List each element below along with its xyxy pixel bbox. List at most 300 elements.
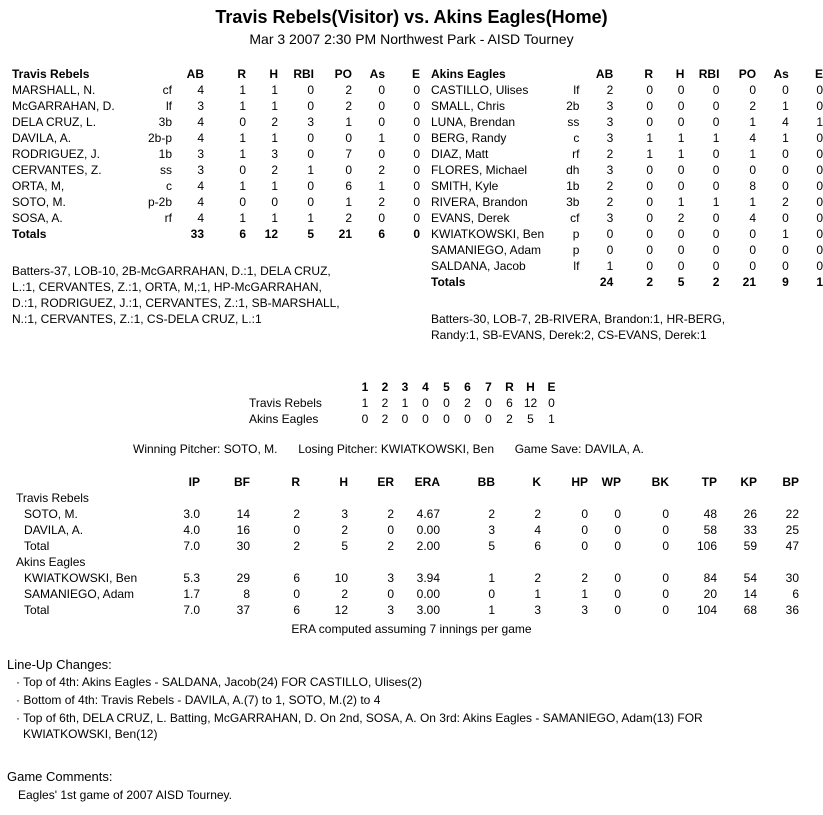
col-as: As: [773, 67, 789, 81]
batter-name: SMALL, Chris: [431, 99, 506, 113]
visitor-note-line: D.:1, RODRIGUEZ, J.:1, CERVANTES, Z.:1, SB-MARSHALL,: [12, 296, 340, 310]
batter-stat: 0: [271, 195, 278, 209]
batter-stat: 0: [782, 179, 789, 193]
pitcher-name: KWIATKOWSKI, Ben: [24, 571, 138, 585]
batter-stat: 2: [271, 163, 278, 177]
total-stat: 12: [264, 227, 278, 241]
batter-stat: 0: [816, 83, 823, 97]
pitching-stat: 5: [488, 539, 495, 553]
totals-row: [12, 226, 420, 242]
batter-stat: 1: [239, 147, 246, 161]
batter-stat: 1: [239, 211, 246, 225]
batter-stat: 2: [606, 147, 614, 161]
pitching-stat: 59: [743, 539, 757, 553]
pitching-stat: 0: [614, 571, 621, 585]
batter-stat: 0: [782, 163, 789, 177]
pitching-stat: 3: [488, 523, 495, 537]
batter-stat: 3: [606, 115, 614, 129]
pitcher-name: Total: [24, 603, 50, 617]
totals-row: [431, 274, 823, 290]
pitching-stat: 0: [581, 507, 588, 521]
game-comments-heading: Game Comments:: [7, 769, 113, 784]
line-score-row: [249, 411, 562, 427]
pitching-column-header: K: [532, 475, 541, 489]
pitching-stat: 26: [743, 507, 757, 521]
batter-stat: 0: [712, 227, 720, 241]
batter-stat: 3: [606, 131, 614, 145]
line-score-value: 0: [401, 412, 409, 426]
pitching-stat: 3: [581, 603, 588, 617]
total-stat: 5: [677, 275, 685, 289]
total-stat: 2: [646, 275, 654, 289]
pitching-stat: 33: [743, 523, 757, 537]
batter-name: BERG, Randy: [431, 131, 507, 145]
batter-stat: 1: [378, 131, 385, 145]
lineup-change-continuation: KWIATKOWSKI, Ben(12): [23, 727, 158, 741]
batter-stat: 7: [345, 147, 352, 161]
batter-stat: 2: [677, 211, 685, 225]
batter-stat: 0: [413, 163, 420, 177]
batter-position: ss: [160, 163, 172, 177]
visitor-batting-table: [12, 66, 420, 242]
pitching-stat: 7.0: [183, 603, 200, 617]
batter-stat: 1: [271, 83, 278, 97]
line-score-row: [249, 395, 562, 411]
home-note-line: Batters-30, LOB-7, 2B-RIVERA, Brandon:1, HR-BERG,: [431, 312, 726, 326]
batter-stat: 0: [712, 115, 720, 129]
pitching-stat: 3: [534, 603, 541, 617]
inning-header: 5: [443, 380, 450, 394]
batter-stat: 0: [413, 179, 420, 193]
batter-stat: 0: [677, 243, 685, 257]
batter-stat: 4: [197, 179, 204, 193]
batter-name: LUNA, Brendan: [431, 115, 516, 129]
batter-stat: 0: [646, 99, 654, 113]
batter-name: DAVILA, A.: [12, 131, 72, 145]
losing-pitcher: Losing Pitcher: KWIATKOWSKI, Ben: [298, 442, 495, 456]
batter-position: ss: [567, 115, 580, 129]
batter-stat: 4: [197, 195, 204, 209]
batter-stat: 0: [749, 83, 757, 97]
batter-stat: 0: [712, 259, 720, 273]
col-r: R: [237, 67, 246, 81]
pitcher-name: Total: [24, 539, 50, 553]
batter-stat: 1: [782, 227, 789, 241]
col-rbi: RBI: [698, 67, 720, 81]
pitching-stat: 3.00: [416, 603, 440, 617]
total-stat: 5: [307, 227, 314, 241]
line-score-value: 0: [548, 396, 555, 410]
batter-stat: 3: [606, 211, 614, 225]
col-h: H: [269, 67, 278, 81]
batter-row: [12, 114, 420, 130]
batter-stat: 2: [782, 195, 789, 209]
pitching-column-header: H: [339, 475, 348, 489]
pitching-stat: 12: [334, 603, 348, 617]
batter-stat: 4: [782, 115, 789, 129]
batter-name: SALDANA, Jacob: [431, 259, 526, 273]
batter-stat: 0: [782, 83, 789, 97]
batter-stat: 0: [378, 115, 385, 129]
inning-header: 2: [381, 380, 389, 394]
batter-stat: 0: [782, 243, 789, 257]
batter-stat: 0: [816, 259, 823, 273]
batter-stat: 0: [782, 259, 789, 273]
pitching-stat: 2: [293, 539, 300, 553]
batter-stat: 1: [307, 163, 314, 177]
pitching-stat: 0: [581, 523, 588, 537]
pitching-stat: 14: [743, 587, 757, 601]
batter-name: DELA CRUZ, L.: [12, 115, 97, 129]
total-stat: 21: [742, 275, 757, 289]
batter-row: [12, 162, 420, 178]
batter-stat: 0: [816, 211, 823, 225]
visitor-note-line: L.:1, CERVANTES, Z.:1, ORTA, M,:1, HP-McGARRAHAN,: [12, 280, 322, 294]
batter-stat: 0: [345, 163, 352, 177]
batter-row: [431, 162, 823, 178]
game-info: Mar 3 2007 2:30 PM Northwest Park - AISD Tourney: [249, 31, 574, 47]
pitching-stat: 68: [743, 603, 757, 617]
batter-stat: 0: [606, 227, 614, 241]
line-score-team: Akins Eagles: [249, 412, 319, 426]
total-stat: 1: [816, 275, 823, 289]
line-score-team: Travis Rebels: [249, 396, 322, 410]
batter-stat: 1: [749, 147, 757, 161]
batter-stat: 0: [239, 195, 246, 209]
pitching-team-name: Akins Eagles: [16, 555, 86, 569]
line-score-value: 0: [422, 412, 429, 426]
batter-stat: 2: [378, 195, 385, 209]
pitcher-row: [16, 570, 799, 586]
col-e: E: [411, 67, 420, 81]
pitching-stat: 3: [387, 571, 394, 585]
batter-stat: 3: [606, 99, 614, 113]
pitching-stat: 3.94: [416, 571, 440, 585]
col-ab: AB: [186, 67, 204, 81]
pitcher-row: [16, 538, 799, 554]
batter-name: SOTO, M.: [12, 195, 66, 209]
line-score-value: 2: [381, 412, 389, 426]
col-rbi: RBI: [293, 67, 314, 81]
batter-stat: 0: [712, 211, 720, 225]
batter-stat: 1: [646, 131, 654, 145]
batter-name: SOSA, A.: [12, 211, 63, 225]
pitching-header-row: [16, 474, 799, 490]
batter-stat: 4: [197, 115, 204, 129]
batter-stat: 0: [413, 131, 420, 145]
batter-stat: 4: [749, 211, 757, 225]
pitching-stat: 2: [534, 571, 541, 585]
pitcher-row: [16, 602, 799, 618]
batter-stat: 0: [816, 147, 823, 161]
batter-position: 2b-p: [147, 131, 172, 145]
batter-row: [431, 178, 823, 194]
batter-stat: 1: [677, 147, 685, 161]
line-score-table: [249, 379, 562, 427]
batter-name: CERVANTES, Z.: [12, 163, 102, 177]
batter-row: [431, 82, 823, 98]
pitching-stat: 5: [341, 539, 348, 553]
batter-stat: 0: [749, 243, 757, 257]
batter-name: DIAZ, Matt: [431, 147, 489, 161]
line-score-value: 0: [361, 412, 369, 426]
batter-position: p: [572, 243, 580, 257]
batter-position: dh: [566, 163, 580, 177]
batter-stat: 0: [646, 115, 654, 129]
batter-stat: 0: [677, 115, 685, 129]
line-score-value: 0: [443, 396, 450, 410]
pitching-stat: 0: [614, 523, 621, 537]
batter-stat: 1: [782, 131, 789, 145]
batter-stat: 1: [606, 259, 614, 273]
batter-name: RODRIGUEZ, J.: [12, 147, 101, 161]
batter-stat: 1: [378, 179, 385, 193]
batter-stat: 1: [677, 131, 685, 145]
batter-position: c: [573, 131, 580, 145]
pitching-stat: 0.00: [416, 523, 440, 537]
pitching-column-header: TP: [701, 475, 717, 489]
pitcher-name: SOTO, M.: [24, 507, 78, 521]
batter-stat: 0: [239, 163, 246, 177]
totals-spacer: [556, 274, 579, 290]
pitcher-name: DAVILA, A.: [24, 523, 84, 537]
batter-stat: 0: [307, 179, 314, 193]
home-header-row: [431, 66, 823, 82]
batter-stat: 4: [197, 131, 204, 145]
batter-stat: 0: [378, 147, 385, 161]
batter-row: [12, 130, 420, 146]
batter-row: [431, 210, 823, 226]
batter-stat: 0: [712, 163, 720, 177]
col-as: As: [369, 67, 385, 81]
batter-stat: 0: [816, 179, 823, 193]
batter-stat: 0: [749, 259, 757, 273]
batter-stat: 1: [345, 115, 352, 129]
total-stat: 6: [239, 227, 246, 241]
batter-stat: 0: [413, 211, 420, 225]
batter-stat: 0: [413, 83, 420, 97]
pitching-column-header: HP: [571, 475, 588, 489]
pitching-stat: 0.00: [416, 587, 440, 601]
pitching-stat: 14: [236, 507, 250, 521]
batter-stat: 0: [307, 83, 314, 97]
batter-stat: 0: [239, 115, 246, 129]
batter-row: [431, 194, 823, 210]
visitor-header-row: [12, 66, 420, 82]
batter-stat: 2: [606, 83, 614, 97]
batter-stat: 0: [646, 259, 654, 273]
col-h: H: [675, 67, 685, 81]
pitching-stat: 6: [293, 603, 300, 617]
batter-name: FLORES, Michael: [431, 163, 528, 177]
batter-stat: 0: [782, 147, 789, 161]
pitching-stat: 4.67: [416, 507, 440, 521]
lineup-change-item: · Bottom of 4th: Travis Rebels - DAVILA, A.(7) to 1, SOTO, M.(2) to 4: [16, 693, 381, 707]
batter-stat: 0: [816, 163, 823, 177]
batter-stat: 2: [345, 83, 352, 97]
batter-stat: 0: [646, 179, 654, 193]
batter-stat: 0: [307, 131, 314, 145]
batter-position: c: [166, 179, 172, 193]
pitching-stat: 16: [236, 523, 250, 537]
batter-stat: 0: [712, 147, 720, 161]
batter-stat: 1: [712, 195, 720, 209]
batter-stat: 0: [712, 83, 720, 97]
visitor-note-line: N.:1, CERVANTES, Z.:1, CS-DELA CRUZ, L.:1: [12, 312, 262, 326]
pitching-column-header: R: [291, 475, 300, 489]
pitching-stat: 3: [341, 507, 348, 521]
batter-name: KWIATKOWSKI, Ben: [431, 227, 545, 241]
pitching-stat: 1: [534, 587, 541, 601]
batter-position: 2b: [566, 99, 580, 113]
batter-stat: 1: [271, 211, 278, 225]
pitching-team-row: [16, 490, 799, 506]
batter-stat: 0: [646, 195, 654, 209]
pitcher-name-header: [16, 474, 168, 490]
batter-stat: 0: [413, 195, 420, 209]
batter-stat: 2: [271, 115, 278, 129]
pitching-stat: 0: [387, 587, 394, 601]
pitching-table: [16, 474, 799, 618]
batter-stat: 2: [606, 179, 614, 193]
totals-spacer: [122, 226, 172, 242]
batter-name: EVANS, Derek: [431, 211, 510, 225]
batter-row: [431, 98, 823, 114]
batter-stat: 0: [307, 195, 314, 209]
pitching-stat: 47: [785, 539, 799, 553]
page-title: Travis Rebels(Visitor) vs. Akins Eagles(Home): [215, 7, 608, 27]
pitching-stat: 2: [293, 507, 300, 521]
batter-stat: 0: [712, 99, 720, 113]
errors-header: E: [547, 380, 556, 394]
batter-stat: 0: [646, 163, 654, 177]
inning-header: 6: [464, 380, 471, 394]
pitching-stat: 36: [785, 603, 799, 617]
pitching-stat: 37: [236, 603, 250, 617]
line-score-value: 5: [527, 412, 534, 426]
pitching-stat: 2: [387, 539, 394, 553]
batter-stat: 0: [606, 243, 614, 257]
pitching-stat: 2: [534, 507, 541, 521]
batter-name: SAMANIEGO, Adam: [431, 243, 542, 257]
pitching-stat: 2: [341, 587, 348, 601]
pitching-stat: 0: [387, 523, 394, 537]
batter-stat: 0: [307, 99, 314, 113]
batter-stat: 2: [606, 195, 614, 209]
game-save: Game Save: DAVILA, A.: [514, 442, 644, 456]
pitcher-row: [16, 586, 799, 602]
batter-stat: 0: [677, 99, 685, 113]
batter-position: rf: [164, 211, 172, 225]
line-score-value: 0: [443, 412, 450, 426]
pitching-stat: 0: [614, 507, 621, 521]
batter-stat: 1: [239, 179, 246, 193]
batter-row: [12, 194, 420, 210]
line-score-value: 6: [506, 396, 513, 410]
total-stat: 9: [782, 275, 789, 289]
pitching-stat: 0: [293, 523, 300, 537]
batter-row: [12, 146, 420, 162]
pitching-stat: 22: [785, 507, 799, 521]
lineup-change-item: · Top of 6th, DELA CRUZ, L. Batting, McGARRAHAN, D. On 2nd, SOSA, A. On 3rd: Akins Eagles - SAMANIEGO, Adam(13) FOR: [16, 711, 703, 725]
batter-stat: 0: [782, 211, 789, 225]
inning-header: 7: [485, 380, 492, 394]
batter-stat: 4: [197, 211, 204, 225]
batter-stat: 3: [307, 115, 314, 129]
col-po: PO: [738, 67, 757, 81]
pitching-stat: 0: [614, 539, 621, 553]
pitching-stat: 1: [488, 603, 495, 617]
batter-position: 3b: [158, 115, 172, 129]
batter-name: RIVERA, Brandon: [431, 195, 528, 209]
pitching-stat: 0: [488, 587, 495, 601]
pitcher-name: SAMANIEGO, Adam: [24, 587, 135, 601]
batter-stat: 0: [413, 147, 420, 161]
batter-stat: 0: [677, 179, 685, 193]
home-batting-table: [431, 66, 823, 290]
line-score-value: 1: [548, 412, 555, 426]
pitching-stat: 30: [785, 571, 799, 585]
batter-stat: 0: [749, 227, 757, 241]
pitching-stat: 84: [703, 571, 717, 585]
era-note: ERA computed assuming 7 innings per game: [291, 622, 532, 636]
total-stat: 0: [413, 227, 420, 241]
batter-stat: 0: [378, 99, 385, 113]
batter-position: p: [572, 227, 580, 241]
batter-stat: 1: [239, 99, 246, 113]
pitching-stat: 54: [743, 571, 757, 585]
pitching-stat: 20: [703, 587, 717, 601]
inning-header: 1: [361, 380, 369, 394]
batter-name: ORTA, M,: [12, 179, 65, 193]
batter-stat: 1: [816, 115, 823, 129]
batter-stat: 1: [646, 147, 654, 161]
batter-position: cf: [162, 83, 172, 97]
batter-row: [431, 226, 823, 242]
totals-label: Totals: [431, 275, 466, 289]
line-score-value: 0: [485, 412, 492, 426]
batter-stat: 0: [413, 115, 420, 129]
batter-name: MARSHALL, N.: [12, 83, 96, 97]
batter-stat: 0: [712, 243, 720, 257]
batter-stat: 1: [271, 179, 278, 193]
batter-stat: 3: [271, 147, 278, 161]
pitching-stat: 4.0: [183, 523, 200, 537]
batter-row: [12, 98, 420, 114]
pitching-stat: 2: [341, 523, 348, 537]
batter-position: lf: [573, 259, 580, 273]
batter-stat: 2: [378, 163, 385, 177]
col-r: R: [644, 67, 654, 81]
pitching-column-header: ER: [377, 475, 394, 489]
line-score-value: 0: [464, 412, 471, 426]
pitching-team-name: Travis Rebels: [16, 491, 89, 505]
pitching-stat: 29: [236, 571, 250, 585]
batter-stat: 3: [197, 99, 204, 113]
batter-stat: 0: [646, 227, 654, 241]
pitching-column-header: BB: [477, 475, 495, 489]
pitching-stat: 3.0: [183, 507, 200, 521]
home-notes: [431, 311, 725, 343]
pitching-stat: 48: [703, 507, 717, 521]
pitcher-row: [16, 522, 799, 538]
col-e: E: [814, 67, 823, 81]
batter-stat: 1: [749, 195, 757, 209]
line-score-value: 1: [401, 396, 409, 410]
line-score-value: 1: [361, 396, 369, 410]
inning-header: 3: [401, 380, 409, 394]
total-stat: 6: [378, 227, 385, 241]
